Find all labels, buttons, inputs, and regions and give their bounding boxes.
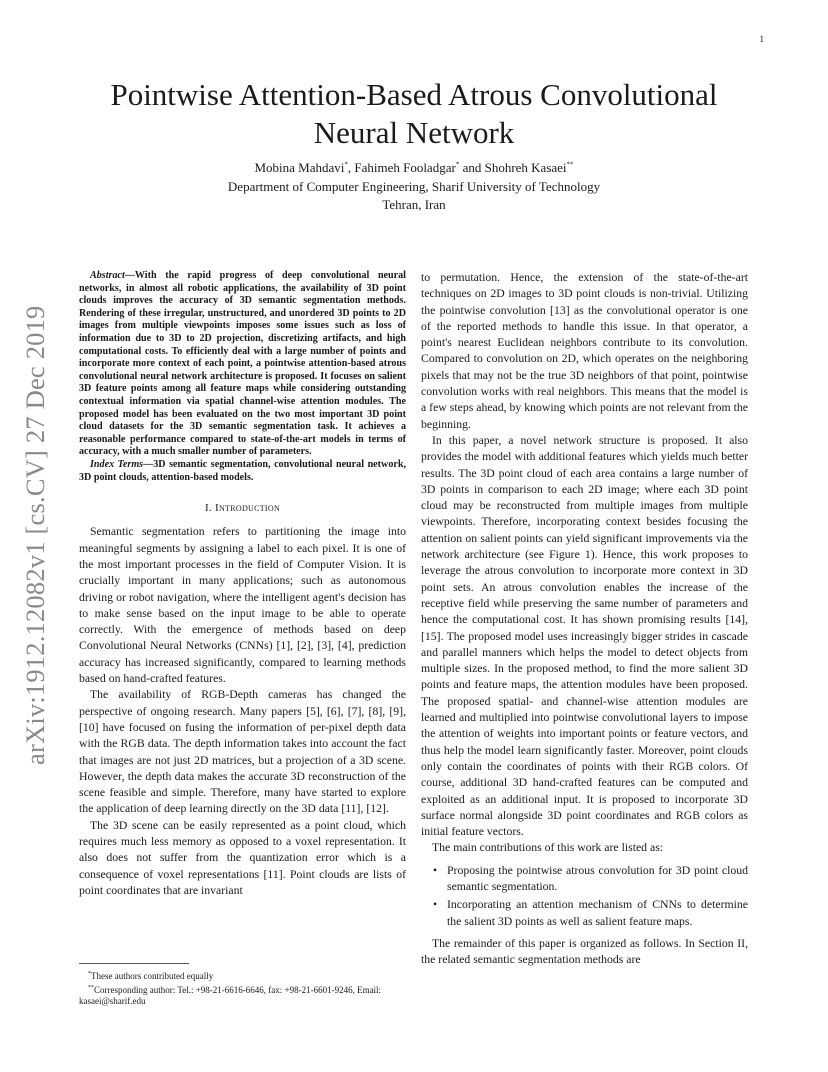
section-number: I.	[204, 502, 216, 515]
footnote-mark: **	[88, 984, 94, 991]
footnote-rule	[79, 963, 189, 964]
citation-link[interactable]: [7]	[347, 704, 362, 718]
citation-link[interactable]: [9]	[389, 704, 404, 718]
paragraph-text: ). Hence, this work proposes to leverage the atrous convolution to incorporate more context in 3D point sets. An atrous convolution enables the increase of the receptive field while preserving the same number of parameters and hence the computational cost. It has shown promising results	[421, 548, 748, 627]
paragraph-text: . Point clouds are lists of point coordinates that are invariant	[79, 867, 406, 897]
author-separator: and	[459, 160, 485, 175]
list-item	[421, 897, 748, 930]
list-item-text: Incorporating an attention mechanism of CNNs to determine the salient 3D points as well as salient feature maps.	[447, 898, 748, 928]
author-name: Mobina Mahdavi	[254, 160, 345, 175]
citation-link[interactable]: [14]	[725, 613, 746, 627]
paper-title: Pointwise Attention-Based Atrous Convolutional Neural Network	[110, 77, 718, 150]
paragraph-text: The 3D scene can be easily represented as a point cloud, which requires much less memory as opposed to a voxel representation. It also does not suffer from the quantization error which is a consequence of voxel representations	[79, 818, 406, 881]
right-column	[421, 270, 748, 968]
intro-paragraph-1	[79, 524, 406, 687]
paragraph-text: ,	[745, 613, 748, 627]
bullet-icon: •	[433, 863, 438, 877]
intro-paragraph-3	[79, 818, 406, 899]
intro-paragraph-4	[421, 433, 748, 840]
paragraph-text: .	[385, 802, 389, 816]
citation-link[interactable]: [8]	[368, 704, 383, 718]
index-terms	[79, 459, 406, 484]
citation-link[interactable]: [1]	[276, 639, 291, 653]
list-item-text: Proposing the pointwise atrous convolution for 3D point cloud semantic segmentation.	[447, 863, 748, 893]
citation-link[interactable]: [12]	[366, 802, 386, 816]
paragraph-text: as the convolutional operator is one of the reported methods to handle this issue. In that operator, a point's nearest Euclidean neighbors contribute to its convolution. Compared to convolution on 2D, which operates on the neighboring pixels that may not be the true 3D neighbors of that point, pointwise convolution works with real neighbors. This means that the model is a few steps ahead, by knowing which points are not relevant from the beginning.	[421, 303, 748, 431]
affiliation-location: Tehran, Iran	[382, 197, 446, 212]
paragraph-text: The availability of RGB-Depth cameras has changed the perspective of ongoing research. Many papers	[79, 688, 406, 718]
paragraph-text: , the related semantic segmentation methods are	[421, 936, 748, 967]
footnote-mark: *	[88, 971, 91, 977]
paragraph-text: have focused on fusing the information of per-pixel depth data with the RGB data. The depth information takes into account the fact that images are not just 2D matrices, but a projection of a 3D scene. However, the depth data makes the accurate 3D reconstruction of the scene feasible and simple. Therefore, many have started to explore the application of deep learning directly on the 3D data	[79, 720, 406, 816]
paragraph-text: . The proposed model uses increasingly bigger strides in cascade and parallel manners which helps the model to detect objects from multiple sizes. In the proposed method, to find the more salient 3D points and feature maps, the attention modules have been proposed. The proposed spatial- and channel-wise attention modules are learned and multiplied into pointwise convolutional layers to impose the attention of weights into important points or feature vectors, and thus help the model learn significantly faster. Moreover, point clouds only contain the coordinates of points with their RGB colors. Of course, additional 3D hand-crafted features can be computed and exploited as an additional input. It is proposed to incorporate 3D surface normal alongside 3D point coordinates and RGB colors as initial feature vectors.	[421, 629, 748, 839]
citation-link[interactable]: [5]	[306, 704, 320, 718]
paragraph-text: ,	[290, 639, 297, 653]
abstract-label: Abstract	[90, 270, 125, 281]
index-terms-text: —3D semantic segmentation, convolutional neural network, 3D point clouds, attention-based models.	[79, 458, 406, 483]
citation-link[interactable]: [4]	[337, 639, 352, 653]
paragraph-text: ,	[340, 704, 348, 718]
arxiv-stamp: arXiv:1912.12082v1 [cs.CV] 27 Dec 2019	[20, 305, 50, 765]
paragraph-text: ,	[331, 639, 338, 653]
author-name: Shohreh Kasaei	[484, 160, 567, 175]
author-mark: *	[455, 160, 460, 169]
intro-paragraph-5: The main contributions of this work are listed as:	[432, 841, 664, 855]
footnote-1	[79, 969, 406, 983]
citation-link[interactable]: [15]	[421, 629, 441, 643]
citation-link[interactable]: [11]	[341, 802, 361, 816]
citation-link[interactable]: [13]	[550, 303, 570, 317]
footnote-text: Corresponding author: Tel.: +98-21-6616-6646, fax: +98-21-6601-9246, Email: kasaei@sharif.edu	[79, 984, 382, 1006]
paragraph-text: Semantic segmentation refers to partitioning the image into meaningful segments by assigning a label to each pixel. It is one of the most important processes in the field of Computer Vision. It is crucially important in many applications; such as autonomous driving or robot navigation, where the intelligent agent's decision has to make sense based on the input image to be able to operate correctly. With the emergence of methods based on deep Convolutional Neural Networks (CNNs)	[79, 525, 406, 653]
paragraph-text: In this paper, a novel network structure is proposed. It also provides the model with additional features which yields much better results. The 3D point cloud of each area contains a large number of 3D points in comparison to each 2D image; where each 3D point cloud may be reconstructed from multiple images from multiple viewpoints. Therefore, incorporating context besides focusing the attention on salient points can yield significant improvements via the network architecture (see Figure	[421, 433, 748, 562]
paragraph-text: The remainder of this paper is organized as follows. In Section	[432, 936, 738, 950]
abstract	[79, 270, 406, 459]
paragraph-text: ,	[319, 704, 327, 718]
bullet-icon: •	[433, 898, 438, 912]
author-name: Fahimeh Fooladgar	[354, 160, 456, 175]
footnote-text: These authors contributed equally	[91, 971, 214, 981]
intro-paragraph-2	[79, 687, 406, 817]
citation-link[interactable]: [6]	[326, 704, 341, 718]
author-mark: **	[566, 160, 574, 169]
footnotes	[79, 969, 406, 1008]
section-heading-introduction	[79, 500, 406, 516]
citation-link[interactable]: [2]	[296, 639, 311, 653]
abstract-text: —With the rapid progress of deep convolutional neural networks, in almost all robotic applications, the availability of 3D point clouds improves the accuracy of 3D semantic segmentation methods. Rendering of these irregular, unstructured, and unordered 3D points to 2D images from multiple viewpoints imposes some issues such as loss of information due to 3D to 2D projection, discretizing artifacts, and high computational costs. To efficiently deal with a large number of points and incorporate more context of each point, a pointwise attention-based atrous convolutional neural network architecture is proposed. It focuses on salient 3D feature points among all feature maps while considering outstanding contextual information via spatial channel-wise attention modules. The proposed model has been evaluated on the two most important 3D point cloud datasets for the 3D semantic segmentation task. It achieves a reasonable performance compared to state-of-the-art models in terms of accuracy, with a much smaller number of parameters.	[79, 270, 406, 458]
citation-link[interactable]: II	[737, 936, 746, 950]
citation-link[interactable]: 1	[584, 548, 591, 562]
list-item	[421, 863, 748, 896]
index-terms-label: Index Terms	[90, 458, 144, 470]
intro-paragraph-3-continued	[421, 270, 748, 433]
paragraph-text: to permutation. Hence, the extension of the state-of-the-art techniques on 2D images to 3D point clouds is non-trivial. Utilizing the pointwise convolution	[421, 271, 748, 317]
author-separator: ,	[347, 160, 355, 175]
citation-link[interactable]: [10]	[79, 720, 99, 734]
author-mark: *	[344, 160, 348, 169]
paragraph-text: ,	[403, 704, 407, 718]
page-number: 1	[759, 34, 764, 44]
left-column	[79, 270, 406, 899]
citation-link[interactable]: [11]	[263, 867, 283, 881]
paragraph-text: ,	[361, 704, 369, 718]
paragraph-text: , prediction accuracy has increased significantly, compared to learning methods based on hand-crafted features.	[79, 639, 407, 686]
author-line	[90, 160, 738, 176]
section-title: Introduction	[215, 502, 281, 515]
citation-link[interactable]: [3]	[317, 639, 332, 653]
paragraph-text: ,	[360, 802, 367, 816]
paragraph-text: ,	[382, 704, 390, 718]
footnote-2	[79, 983, 406, 1008]
intro-paragraph-6	[421, 936, 748, 969]
paragraph-text: ,	[310, 639, 318, 653]
affiliation-department: Department of Computer Engineering, Sharif University of Technology	[227, 179, 601, 194]
contributions-list	[421, 863, 748, 930]
